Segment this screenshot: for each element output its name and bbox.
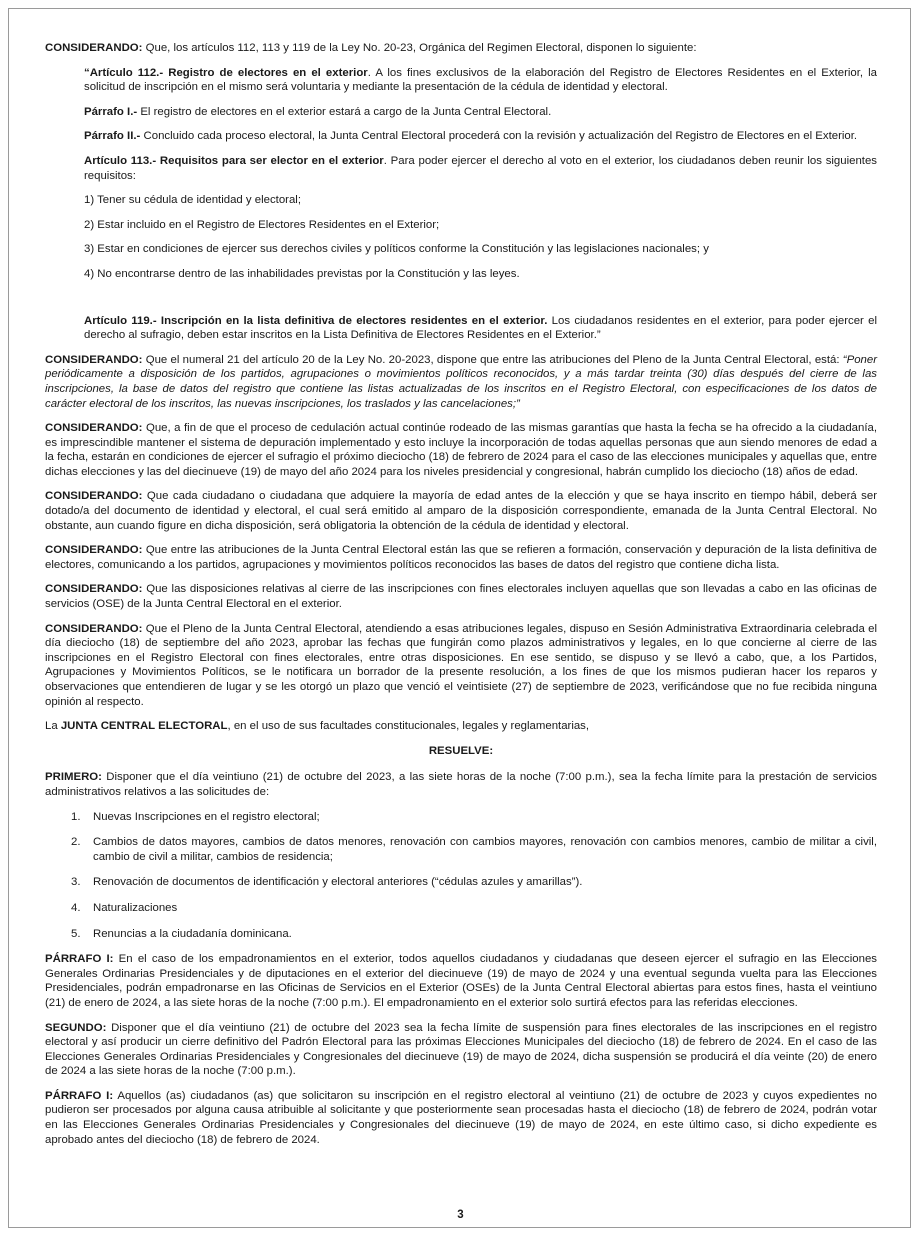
article-119: Artículo 119.- Inscripción en la lista definitiva de electores residentes en el exterior. Los ciudadanos residentes en el exterior, para poder ejercer el derecho al sufragio, deben estar inscritos en la Lista Definitiva de Electores Residentes en el Exterior.” xyxy=(84,314,877,342)
junta-statement: La JUNTA CENTRAL ELECTORAL, en el uso de sus facultades constitucionales, legales y reglamentarias, xyxy=(45,720,590,733)
list-item: 4. Naturalizaciones xyxy=(71,901,178,914)
requirement-item: 2) Estar incluido en el Registro de Electores Residentes en el Exterior; xyxy=(84,218,440,231)
list-item: 3. Renovación de documentos de identificación y electoral anteriores (“cédulas azules y amarillas”). xyxy=(71,876,583,889)
article-113: Artículo 113.- Requisitos para ser elector en el exterior. Para poder ejercer el derecho al voto en el exterior, los ciudadanos deben reunir los siguientes requisitos: xyxy=(84,154,877,182)
parrafo-i-paragraph: PÁRRAFO I: En el caso de los empadronamientos en el exterior, todos aquellos ciudadanos y ciudadanas que deseen ejercer el sufragio en las Elecciones Generales Ordinarias Presidenciales y de diputaciones en el exterior del diecinueve (19) de mayo de 2024 y una eventual segunda vuelta para las Elecciones Presidenciales, podrán empadronarse en las Oficinas de Servicios en el Exterior (OSEs) de la Junta Central Electoral abiertas para estos fines, hasta el veintiuno (21) de enero de 2024, a las siete horas de la noche (7:00 p.m.). El empadronamiento en el exterior solo surtirá efectos para las referidas elecciones. xyxy=(45,953,877,1009)
page-number: 3 xyxy=(457,1209,464,1221)
primero-paragraph: PRIMERO: Disponer que el día veintiuno (21) de octubre del 2023, a las siete horas de la noche (7:00 p.m.), sea la fecha límite para la prestación de servicios administrativos relativos a las solicitudes de: xyxy=(45,771,877,798)
considerando-paragraph: CONSIDERANDO: Que las disposiciones relativas al cierre de las inscripciones con fines electorales incluyen aquellas que son llevadas a cabo en las oficinas de servicios (OSE) de la Junta Central Electoral en el exterior. xyxy=(45,583,877,611)
list-item: 5. Renuncias a la ciudadanía dominicana. xyxy=(71,927,292,940)
list-item: 1. Nuevas Inscripciones en el registro electoral; xyxy=(71,810,320,823)
considerando-paragraph: CONSIDERANDO: Que cada ciudadano o ciudadana que adquiere la mayoría de edad antes de la elección y que se haya inscrito en tiempo hábil, deberá ser dotado/a del documento de identidad y electoral, el cual será emitido al amparo de la disposición correspondiente, emanada de la Junta Central Electoral. No obstante, aun cuando figure en dicha disposición, será obligatoria la obtención de la cédula de identidad y electoral. xyxy=(45,490,877,532)
parrafo-i-paragraph: PÁRRAFO I: Aquellos (as) ciudadanos (as) que solicitaron su inscripción en el registro electoral al veintiuno (21) de octubre de 2023 y cuyos expedientes no pudieron ser procesados por alguna causa atribuible al solicitante y que posteriormente sean procesadas hasta el dieciocho (18) de febrero de 2024, podrán votar en las Elecciones Generales Ordinarias Presidenciales y Congresionales del diecinueve (19) de mayo de 2024, en este último caso, si dicho expediente es aprobado antes del dieciocho (18) de febrero de 2024. xyxy=(45,1089,877,1146)
resuelve-heading: RESUELVE: xyxy=(428,744,494,757)
spacer xyxy=(45,292,877,314)
article-112-parrafo-i: Párrafo I.- El registro de electores en el exterior estará a cargo de la Junta Central Electoral. xyxy=(84,105,552,118)
requirement-item: 4) No encontrarse dentro de las inhabilidades previstas por la Constitución y las leyes. xyxy=(84,267,520,280)
article-112: “Artículo 112.- Registro de electores en el exterior. A los fines exclusivos de la elaboración del Registro de Electores Residentes en el Exterior, la solicitud de inscripción en el mismo será voluntaria y mediante la presentación de la cédula de identidad y electoral. xyxy=(84,66,878,94)
solicitudes-list xyxy=(45,810,877,942)
document-body xyxy=(45,41,877,1157)
considerando-paragraph: CONSIDERANDO: Que el Pleno de la Junta Central Electoral, atendiendo a esas atribuciones legales, dispuso en Sesión Administrativa Extraordinaria celebrada el día dieciocho (18) de septiembre del año 2023, aprobar las fechas que fungirán como plazos administrativos y legales, en lo que concierne al cierre de las inscripciones en el Registro Electoral con fines electorales, entre otras disposiciones. En ese sentido, se dispuso y se llevó a cabo, que, a los Partidos, Agrupaciones y Movimientos Políticos, se le notificara un borrador de la presente resolución, a los fines de que los mismos pudieran hacer los reparos y observaciones que entendieren de lugar y se les otorgó un plazo que venció el veintisiete (27) de septiembre de 2023, verificándose que no fue recibida ninguna opinión al respecto. xyxy=(45,622,877,708)
requirement-item: 1) Tener su cédula de identidad y electoral; xyxy=(84,194,301,207)
article-112-parrafo-ii: Párrafo II.- Concluido cada proceso electoral, la Junta Central Electoral procederá con la revisión y actualización del Registro de Electores en el Exterior. xyxy=(84,130,858,143)
considerando-paragraph: CONSIDERANDO: Que, los artículos 112, 113 y 119 de la Ley No. 20-23, Orgánica del Regimen Electoral, disponen lo siguiente: xyxy=(45,42,697,54)
considerando-paragraph: CONSIDERANDO: Que el numeral 21 del artículo 20 de la Ley No. 20-2023, dispone que entre las atribuciones del Pleno de la Junta Central Electoral, está: “Poner periódicamente a disposición de los partidos, agrupaciones o movimientos políticos reconocidos, y a más tardar treinta (30) días después del cierre de las inscripciones, la base de datos del registro que contiene las listas actualizadas de los inscritos en el Registro Electoral, con especificaciones de los datos de carácter electoral de los inscritos, las nuevas inscripciones, los traslados y las cancelaciones;” xyxy=(45,353,877,410)
requirement-item: 3) Estar en condiciones de ejercer sus derechos civiles y políticos conforme la Constitución y las legislaciones nacionales; y xyxy=(84,243,709,256)
list-item: 2. Cambios de datos mayores, cambios de datos menores, renovación con cambios mayores, renovación con cambios menores, cambio de militar a civil, cambio de civil a militar, cambios de residencia; xyxy=(71,836,877,863)
segundo-paragraph: SEGUNDO: Disponer que el día veintiuno (21) de octubre del 2023 sea la fecha límite de suspensión para fines electorales de las inscripciones en el registro electoral y así producir un cierre definitivo del Padrón Electoral para las próximas Elecciones Municipales del dieciocho (18) de febrero de 2024. En el caso de las Elecciones Generales Ordinarias Presidenciales y Congresionales del diecinueve (19) de mayo de 2024, dicha suspensión se producirá el día veinte (20) de enero de 2024 a las siete horas de la noche (7:00 p.m.). xyxy=(45,1021,877,1078)
considerando-paragraph: CONSIDERANDO: Que, a fin de que el proceso de cedulación actual continúe rodeado de las mismas garantías que hasta la fecha se ha ofrecido a la ciudadanía, es imprescindible mantener el sistema de depuración implementado y esto incluye la incorporación de todas aquellas personas que aun siendo menores de edad a la fecha, estarán en condiciones de ejercer el sufragio el próximo dieciocho (18) de febrero de 2024 para el caso de las elecciones municipales y aquellas que, entre dichas elecciones y las del diecinueve (19) de mayo del año 2024 para los niveles presidencial y congresional, habrán cumplido los dieciocho (18) años de edad. xyxy=(45,422,877,478)
considerando-paragraph: CONSIDERANDO: Que entre las atribuciones de la Junta Central Electoral están las que se refieren a formación, conservación y depuración de la lista definitiva de electores, comunicando a los partidos, agrupaciones y movimientos políticos reconocidos las bases de datos del registro que contiene dicha lista. xyxy=(45,544,877,571)
